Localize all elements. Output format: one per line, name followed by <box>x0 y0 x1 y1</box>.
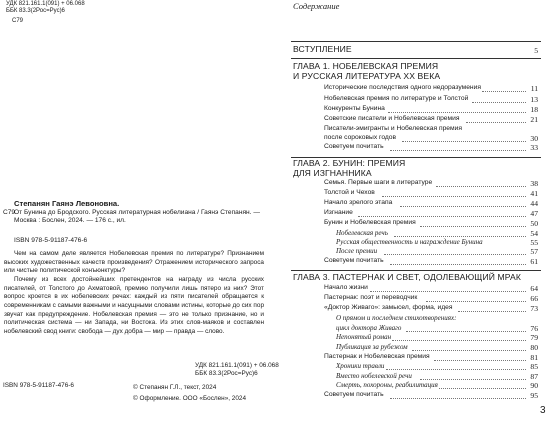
entry-page: 33 <box>530 143 538 152</box>
entry-page: 85 <box>530 362 538 371</box>
annotation <box>4 250 264 337</box>
catalog-text: От Бунина до Бродского. Русская литературная нобелиана / Гаянэ Степанян. — Москва : Бослен, 2024. — 176 с., ил. <box>14 209 260 224</box>
leader-dots <box>390 150 526 151</box>
bbk-code: ББК 83.3(2Рос=Рус)6 <box>6 8 65 14</box>
toc-subentry[interactable]: О прямом и последнем стихотворениях: <box>336 314 457 322</box>
toc-header: Содержание <box>293 1 340 11</box>
section-title-line: ВСТУПЛЕНИЕ <box>293 44 352 54</box>
section-title <box>293 62 440 81</box>
section-title-line: ГЛАВА 3. ПАСТЕРНАК И СВЕТ, ОДОЛЕВАЮЩИЙ МРАК <box>293 272 521 282</box>
entry-page: 87 <box>530 372 538 381</box>
section-title <box>293 273 521 283</box>
classification-bottom <box>195 362 279 378</box>
leader-dots <box>420 226 526 227</box>
toc-subentry-continued: цикл доктора Живаго <box>336 324 402 332</box>
entry-page: 13 <box>530 95 538 104</box>
leader-dots <box>434 360 526 361</box>
toc-entry-continued: после сороковых годов <box>324 134 397 141</box>
toc-entry[interactable]: Бунин и Нобелевская премия <box>324 219 416 226</box>
leader-dots <box>420 379 526 380</box>
leader-dots <box>382 196 526 197</box>
entry-page: 76 <box>530 324 538 333</box>
copyright-design: © Оформление. ООО «Бослен», 2024 <box>133 395 247 402</box>
leader-dots <box>436 186 526 187</box>
catalog-entry <box>3 209 266 225</box>
entry-page: 66 <box>530 294 538 303</box>
toc-subentry[interactable]: Публикация за рубежом <box>336 343 408 351</box>
section-page: 5 <box>534 46 538 55</box>
section-title-line: И РУССКАЯ ЛИТЕРАТУРА XX ВЕКА <box>293 70 441 81</box>
entry-page: 44 <box>530 199 538 208</box>
section-title <box>293 159 405 178</box>
entry-page: 90 <box>530 381 538 390</box>
entry-page: 38 <box>530 179 538 188</box>
author-name: Степанян Гаянэ Левоновна. <box>14 199 120 208</box>
entry-page: 64 <box>530 284 538 293</box>
annotation-paragraph: Чем на самом деле является Нобелевская премия по литературе? Признанием высоких художественных качеств произведения? Отражением исторического запроса или чистые политической конъюнктуры? <box>4 250 264 275</box>
bbk-code-bottom: ББК 83.3(2Рос=Рус)6 <box>195 370 258 377</box>
leader-dots <box>402 141 526 142</box>
toc-entry[interactable]: Пастернак: поэт и переводчик <box>324 294 418 301</box>
entry-page: 80 <box>530 343 538 352</box>
entry-page: 79 <box>530 333 538 342</box>
section-title <box>293 45 352 55</box>
toc-entry[interactable]: Начало зрелого этапа <box>324 199 393 206</box>
entry-page: 30 <box>530 134 538 143</box>
toc-entry[interactable]: Советуем почитать <box>324 391 384 398</box>
toc-subentry[interactable]: Хроники травли <box>336 362 385 370</box>
entry-page: 81 <box>530 353 538 362</box>
entry-page: 11 <box>530 84 538 93</box>
entry-page: 18 <box>530 105 538 114</box>
toc-subentry[interactable]: Вместо нобелевской речи <box>336 372 412 380</box>
leader-dots <box>394 236 526 237</box>
entry-page: 95 <box>530 391 538 400</box>
copyright-text: © Степанян Г.Л., текст, 2024 <box>133 384 217 391</box>
leader-dots <box>390 264 526 265</box>
toc-subentry[interactable]: После премии <box>336 247 378 255</box>
toc-entry[interactable]: Советские писатели и Нобелевская премия <box>324 115 460 122</box>
section-title-line: ГЛАВА 2. БУНИН: ПРЕМИЯ <box>293 158 406 168</box>
section-title-line: ГЛАВА 1. НОБЕЛЕВСКАЯ ПРЕМИЯ <box>293 61 439 71</box>
isbn: ISBN 978-5-91187-476-6 <box>14 237 88 244</box>
toc-entry[interactable]: Изгнание <box>324 209 353 216</box>
leader-dots <box>390 398 526 399</box>
leader-dots <box>466 122 526 123</box>
leader-dots <box>370 291 526 292</box>
annotation-paragraph: Почему из всех достойнейших претендентов на награду из числа русских писателей, от Толстого до Ахматовой, премию получили лишь пятеро из них? Этот вопрос кроется в их нобелевских речах: каждый из пяти писателей обращается к современникам с самыми важными и насущными словами истины, которые до сих пор звучат как предупреждение. Нобелевская премия — это не только признание, но и политическая система — ни Запада, ни Востока. Из этих слов-маяков и составлен нобелевский свод книги: свобода — дух добра — мир — правда — слово. <box>4 275 264 335</box>
toc-entry[interactable]: Начало жизни <box>324 284 368 291</box>
leader-dots <box>406 331 526 332</box>
toc-entry[interactable]: Толстой и Чехов <box>324 189 375 196</box>
toc-entry[interactable]: Советуем почитать <box>324 257 384 264</box>
entry-page: 57 <box>530 247 538 256</box>
leader-dots <box>412 350 526 351</box>
author-mark: С79 <box>12 18 24 24</box>
toc-entry[interactable]: Исторические последствия одного недоразумения <box>324 84 481 91</box>
entry-page: 61 <box>530 257 538 266</box>
entry-page: 41 <box>530 189 538 198</box>
entry-page: 50 <box>530 219 538 228</box>
leader-dots <box>392 340 526 341</box>
leader-dots <box>458 311 526 312</box>
leader-dots <box>482 91 526 92</box>
entry-page: 54 <box>530 229 538 238</box>
section-divider <box>291 58 541 59</box>
isbn-bottom: ISBN 978-5-91187-476-6 <box>3 382 74 389</box>
catalog-code: С79 <box>3 209 16 216</box>
leader-dots <box>426 301 526 302</box>
leader-dots <box>358 216 526 217</box>
leader-dots <box>400 206 526 207</box>
leader-dots <box>388 112 526 113</box>
toc-entry[interactable]: Семья. Первые шаги в литературе <box>324 179 433 186</box>
toc-subentry[interactable]: Русская общественность и награждение Бунина <box>336 238 483 246</box>
toc-entry[interactable]: Пастернак и Нобелевская премия <box>324 353 430 360</box>
toc-entry[interactable]: «Доктор Живаго»: замысел, форма, идея <box>324 304 453 311</box>
entry-page: 21 <box>530 115 538 124</box>
toc-entry[interactable]: Советуем почитать <box>324 143 384 150</box>
udk-code: УДК 821.161.1(091) + 06.068 <box>6 1 85 7</box>
page-number: 3 <box>540 405 546 416</box>
leader-dots <box>384 254 526 255</box>
section-divider <box>291 270 541 271</box>
toc-entry[interactable]: Конкуренты Бунина <box>324 105 385 112</box>
leader-dots <box>386 369 526 370</box>
leader-dots <box>438 388 526 389</box>
toc-subentry[interactable]: Нобелевская речь <box>336 229 388 237</box>
copyright-block <box>133 382 246 404</box>
leader-dots <box>472 102 526 103</box>
toc-entry[interactable]: Нобелевская премия по литературе и Толстой <box>324 95 469 102</box>
toc-entry[interactable]: Писатели-эмигранты и Нобелевская премия <box>324 125 462 132</box>
udk-code-bottom: УДК 821.161.1(091) + 06.068 <box>195 362 279 369</box>
toc-subentry[interactable]: Смерть, похороны, реабилитация <box>336 381 438 389</box>
entry-page: 55 <box>530 238 538 247</box>
entry-page: 47 <box>530 209 538 218</box>
toc-subentry[interactable]: Непонятый роман <box>336 333 392 341</box>
section-title-line: ДЛЯ ИЗГНАННИКА <box>293 167 372 178</box>
entry-page: 73 <box>530 304 538 313</box>
imprint-header <box>6 1 85 25</box>
section-divider <box>291 41 541 42</box>
